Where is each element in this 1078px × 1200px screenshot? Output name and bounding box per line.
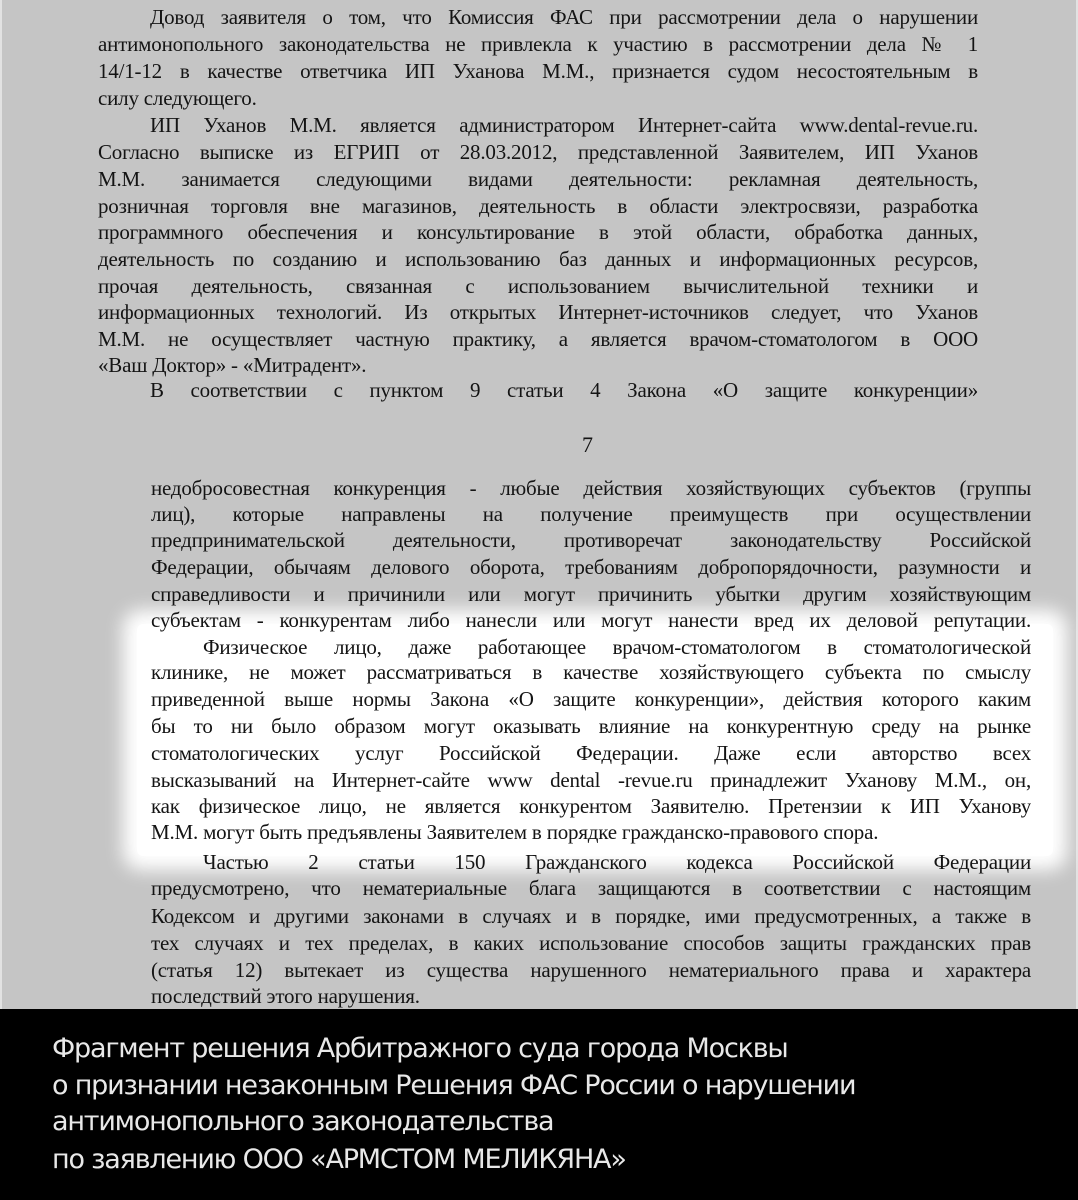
- text-line: антимонопольного законодательства не привлекла к участию в рассмотрении дела № 1: [98, 32, 978, 56]
- caption-line: антимонопольного законодательства: [52, 1106, 554, 1137]
- text-line: бы то ни было образом могут оказывать влияние на конкурентную среду на рынке: [151, 714, 1031, 738]
- text-line: прочая деятельность, связанная с использованием вычислительной техники и: [98, 274, 978, 298]
- text-line: деятельность по созданию и использованию баз данных и информационных ресурсов,: [98, 247, 978, 271]
- text-line: М.М. могут быть предъявлены Заявителем в порядке гражданско-правового спора.: [151, 820, 879, 844]
- text-line: (статья 12) вытекает из существа нарушенного нематериального права и характера: [151, 958, 1031, 982]
- text-line: предусмотрено, что нематериальные блага защищаются в соответствии с настоящим: [151, 876, 1031, 900]
- text-line: Кодексом и другими законами в случаях и в порядке, ими предусмотренных, а также в: [151, 904, 1031, 928]
- text-line: Частью 2 статьи 150 Гражданского кодекса Российской Федерации: [203, 850, 1031, 874]
- text-line: как физическое лицо, не является конкурентом Заявителю. Претензии к ИП Уханову: [151, 794, 1031, 818]
- text-line: программного обеспечения и консультирование в этой области, обработка данных,: [98, 220, 978, 244]
- text-line: справедливости и причинили или могут причинить убытки другим хозяйствующим: [151, 582, 1031, 606]
- text-line: информационных технологий. Из открытых Интернет-источников следует, что Уханов: [98, 300, 978, 324]
- text-line: субъектам - конкурентам либо нанесли или могут нанести вред их деловой репутации.: [151, 608, 1031, 632]
- text-line: Федерации, обычаям делового оборота, требованиям добропорядочности, разумности и: [151, 555, 1031, 579]
- text-line: М.М. занимается следующими видами деятельности: рекламная деятельность,: [98, 167, 978, 191]
- caption-line: о признании незаконным Решения ФАС России о нарушении: [52, 1070, 856, 1101]
- text-line: силу следующего.: [98, 86, 257, 110]
- text-line: приведенной выше нормы Закона «О защите конкуренции», действия которого каким: [151, 687, 1031, 711]
- text-line: Физическое лицо, даже работающее врачом-стоматологом в стоматологической: [203, 635, 1031, 659]
- text-line: недобросовестная конкуренция - любые действия хозяйствующих субъектов (группы: [151, 476, 1031, 500]
- text-line: лиц), которые направлены на получение преимуществ при осуществлении: [151, 502, 1031, 526]
- text-line: В соответствии с пунктом 9 статьи 4 Закона «О защите конкуренции»: [150, 378, 978, 402]
- text-line: Согласно выписке из ЕГРИП от 28.03.2012, представленной Заявителем, ИП Уханов: [98, 140, 978, 164]
- text-line: последствий этого нарушения.: [151, 984, 420, 1008]
- text-line: ИП Уханов М.М. является администратором Интернет-сайта www.dental-revue.ru.: [150, 113, 978, 137]
- text-line: М.М. не осуществляет частную практику, а является врачом-стоматологом в ООО: [98, 327, 978, 351]
- caption-banner: [0, 1009, 1078, 1200]
- page-number: 7: [582, 432, 593, 457]
- text-line: предпринимательской деятельности, противоречат законодательству Российской: [151, 528, 1031, 552]
- text-line: клинике, не может рассматриваться в качестве хозяйствующего субъекта по смыслу: [151, 660, 1031, 684]
- text-line: розничная торговля вне магазинов, деятельность в области электросвязи, разработка: [98, 194, 978, 218]
- caption-line: Фрагмент решения Арбитражного суда города Москвы: [52, 1033, 788, 1064]
- text-line: «Ваш Доктор» - «Митрадент».: [98, 353, 367, 377]
- text-line: стоматологических услуг Российской Федерации. Даже если авторство всех: [151, 741, 1031, 765]
- text-line: Довод заявителя о том, что Комиссия ФАС при рассмотрении дела о нарушении: [150, 5, 978, 29]
- text-line: 14/1-12 в качестве ответчика ИП Уханова М.М., признается судом несостоятельным в: [98, 59, 978, 83]
- caption-line: по заявлению ООО «АРМСТОМ МЕЛИКЯНА»: [52, 1144, 626, 1175]
- text-line: тех случаях и тех пределах, в каких использование способов защиты гражданских прав: [151, 931, 1031, 955]
- text-line: высказываний на Интернет-сайте www dental -revue.ru принадлежит Уханову М.М., он,: [151, 768, 1031, 792]
